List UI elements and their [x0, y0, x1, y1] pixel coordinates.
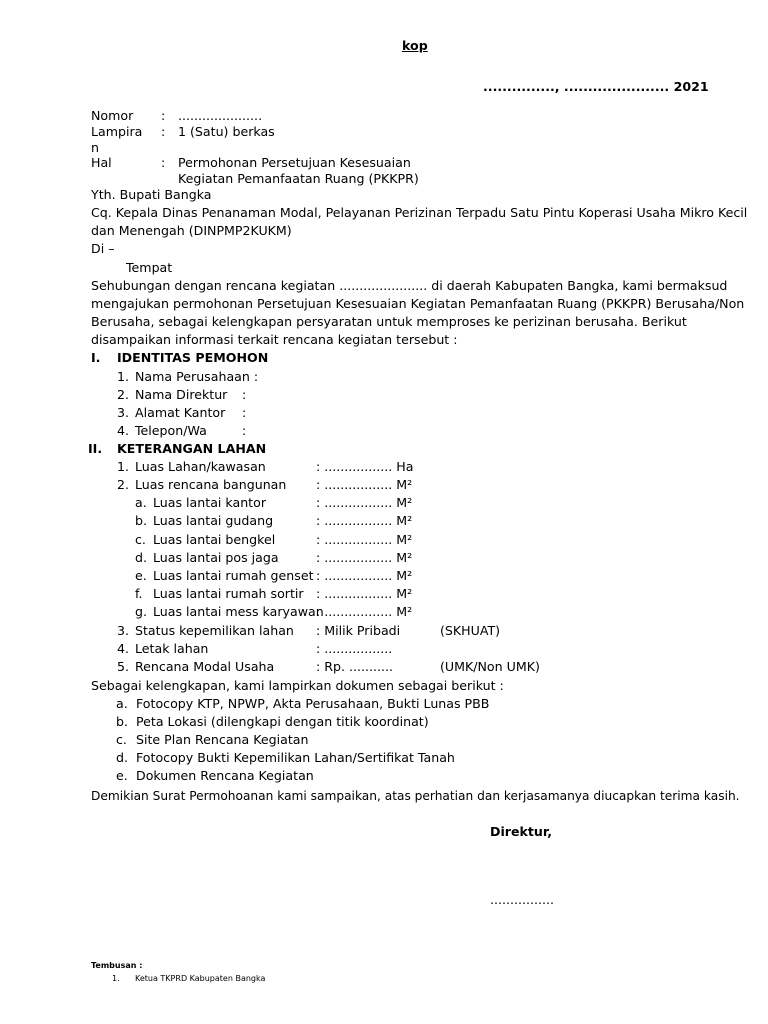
list-item-value: : ................. M² [316, 604, 413, 619]
recipient-place: Tempat [126, 260, 173, 275]
sublist-label: Luas lantai mess karyawan [153, 604, 324, 619]
attachment-item: Fotocopy KTP, NPWP, Akta Perusahaan, Bukti Lunas PBB [136, 696, 490, 711]
list-number: 2. [117, 477, 130, 492]
list-item-value: : ................. M² [316, 586, 413, 601]
intro-line: mengajukan permohonan Persetujuan Kesesuaian Kegiatan Pemanfaatan Ruang (PKKPR) Berusaha/Non [91, 296, 745, 311]
list-item-value: : ................. M² [316, 477, 413, 492]
list-number: 1. [117, 369, 130, 384]
sublist-letter: b. [135, 513, 147, 528]
list-item-value: : ................. M² [316, 532, 413, 547]
signature-title: Direktur, [490, 824, 553, 839]
list-item-value: : Milik Pribadi [316, 623, 401, 638]
closing-sentence: Demikian Surat Permohoanan kami sampaikan, atas perhatian dan kerjasamanya diucapkan terima kasih. [91, 789, 740, 803]
meta-value-nomor: ..................... [178, 108, 263, 123]
intro-line: Berusaha, sebagai kelengkapan persyaratan untuk memproses ke perizinan berusaha. Berikut [91, 314, 687, 329]
recipient-line: dan Menengah (DINPMP2KUKM) [91, 223, 292, 238]
meta-label-lampiran: Lampira [91, 124, 143, 139]
section-number: I. [91, 350, 101, 365]
list-number: 2. [117, 387, 130, 402]
attachment-item: Dokumen Rencana Kegiatan [136, 768, 314, 783]
sublist-letter: c. [135, 532, 146, 547]
sublist-letter: a. [135, 495, 147, 510]
attachments-intro: Sebagai kelengkapan, kami lampirkan dokumen sebagai berikut : [91, 678, 504, 693]
attachment-item: Fotocopy Bukti Kepemilikan Lahan/Sertifikat Tanah [136, 750, 455, 765]
recipient-line: Yth. Bupati Bangka [91, 187, 212, 202]
list-number: 1. [117, 459, 130, 474]
recipient-line: Cq. Kepala Dinas Penanaman Modal, Pelayanan Perizinan Terpadu Satu Pintu Koperasi Usaha Mikro Kecil [91, 205, 748, 220]
sublist-letter: g. [135, 604, 147, 619]
meta-value-hal-line2: Kegiatan Pemanfaatan Ruang (PKKPR) [178, 171, 419, 186]
meta-label-lampiran-wrap: n [91, 140, 99, 155]
list-item-value: : ................. M² [316, 568, 413, 583]
sublist-label: Luas lantai kantor [153, 495, 267, 510]
sublist-label: Luas lantai rumah sortir [153, 586, 304, 601]
sublist-label: Luas lantai rumah genset [153, 568, 314, 583]
section-number: II. [88, 441, 103, 456]
attachment-letter: b. [116, 714, 128, 729]
meta-sep: : [161, 124, 166, 139]
list-item-value: : ................. [316, 641, 393, 656]
signature-name: ................ [490, 892, 555, 907]
sublist-letter: e. [135, 568, 147, 583]
list-item-label: Letak lahan [135, 641, 209, 656]
list-item-value: : Rp. ........... [316, 659, 394, 674]
list-item-sep: : [242, 405, 247, 420]
list-item-label: Nama Perusahaan : [135, 369, 259, 384]
kop-heading: kop [402, 38, 428, 53]
sublist-label: Luas lantai pos jaga [153, 550, 279, 565]
meta-value-hal: Permohonan Persetujuan Kesesuaian [178, 155, 411, 170]
sublist-label: Luas lantai bengkel [153, 532, 276, 547]
list-item-sep: : [242, 387, 247, 402]
meta-sep: : [161, 155, 166, 170]
meta-label-hal: Hal [91, 155, 112, 170]
attachment-letter: d. [116, 750, 128, 765]
sublist-label: Luas lantai gudang [153, 513, 274, 528]
list-number: 4. [117, 423, 130, 438]
cc-item: Ketua TKPRD Kabupaten Bangka [135, 974, 266, 983]
section-title: IDENTITAS PEMOHON [117, 350, 269, 365]
cc-number: 1. [112, 974, 120, 983]
list-item-label: Status kepemilikan lahan [135, 623, 294, 638]
attachment-item: Site Plan Rencana Kegiatan [136, 732, 309, 747]
list-item-sep: : [242, 423, 247, 438]
meta-label-nomor: Nomor [91, 108, 134, 123]
attachment-letter: c. [116, 732, 127, 747]
recipient-line: Di – [91, 241, 115, 256]
list-item-label: Luas rencana bangunan [135, 477, 287, 492]
attachment-letter: e. [116, 768, 128, 783]
list-item-label: Rencana Modal Usaha [135, 659, 275, 674]
list-number: 5. [117, 659, 130, 674]
list-item-value: : ................. M² [316, 550, 413, 565]
meta-value-lampiran: 1 (Satu) berkas [178, 124, 275, 139]
list-item-value: : ................. M² [316, 513, 413, 528]
list-item-label: Luas Lahan/kawasan [135, 459, 266, 474]
list-item-label: Telepon/Wa [135, 423, 207, 438]
list-number: 4. [117, 641, 130, 656]
list-item-note: (UMK/Non UMK) [440, 659, 540, 674]
sublist-letter: d. [135, 550, 147, 565]
attachment-letter: a. [116, 696, 128, 711]
list-item-label: Nama Direktur [135, 387, 228, 402]
section-title: KETERANGAN LAHAN [117, 441, 267, 456]
list-item-note: (SKHUAT) [440, 623, 501, 638]
list-number: 3. [117, 405, 130, 420]
date-line: ..............., ...................... 2021 [483, 79, 709, 94]
list-number: 3. [117, 623, 130, 638]
intro-line: Sehubungan dengan rencana kegiatan ...................... di daerah Kabupaten Bangka, kami bermaksud [91, 278, 728, 293]
list-item-value: : ................. M² [316, 495, 413, 510]
intro-line: disampaikan informasi terkait rencana kegiatan tersebut : [91, 332, 458, 347]
cc-label: Tembusan : [91, 961, 143, 970]
meta-sep: : [161, 108, 166, 123]
list-item-value: : ................. Ha [316, 459, 414, 474]
list-item-label: Alamat Kantor [135, 405, 226, 420]
sublist-letter: f. [135, 586, 143, 601]
attachment-item: Peta Lokasi (dilengkapi dengan titik koordinat) [136, 714, 429, 729]
